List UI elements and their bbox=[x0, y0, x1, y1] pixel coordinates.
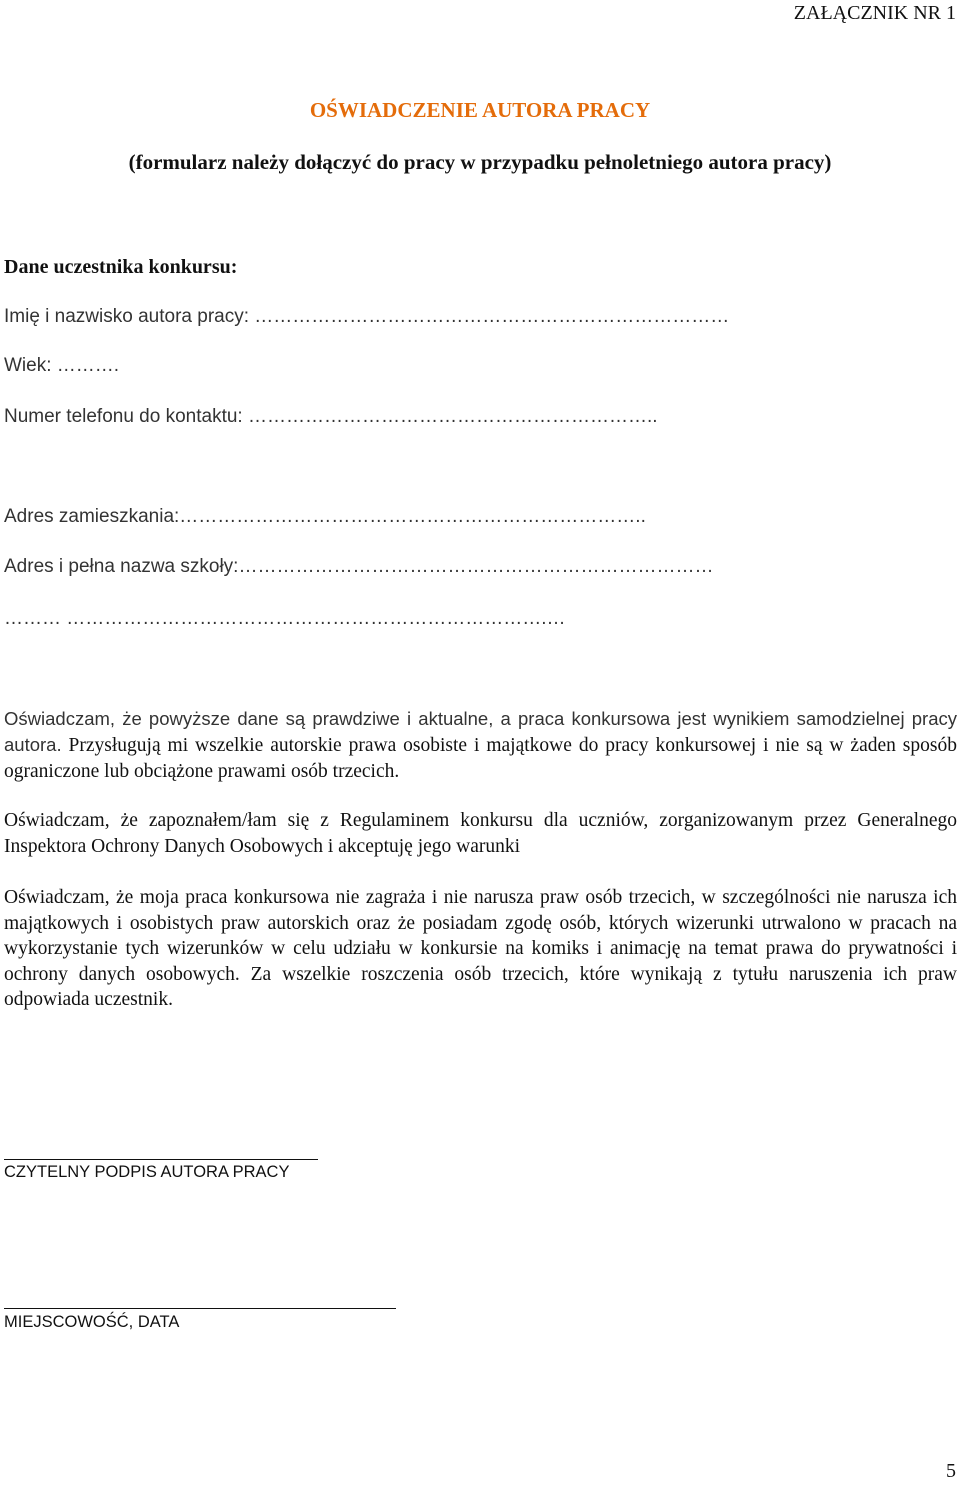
school-field-continuation[interactable] bbox=[4, 608, 566, 630]
phone-field[interactable] bbox=[4, 406, 658, 428]
place-date-line[interactable] bbox=[4, 1308, 396, 1309]
age-label: Wiek: bbox=[4, 355, 52, 376]
name-field[interactable] bbox=[4, 306, 729, 328]
name-dots: ………………………………………………………………… bbox=[249, 306, 730, 327]
age-field[interactable] bbox=[4, 355, 119, 377]
signature-label: CZYTELNY PODPIS AUTORA PRACY bbox=[4, 1163, 290, 1181]
signature-line[interactable] bbox=[4, 1159, 318, 1160]
statement-data-accuracy bbox=[4, 706, 957, 785]
name-label: Imię i nazwisko autora pracy: bbox=[4, 306, 249, 327]
phone-label: Numer telefonu do kontaktu: bbox=[4, 406, 243, 427]
phone-dots: ……………………………………………………….. bbox=[242, 406, 658, 427]
school-field[interactable] bbox=[4, 556, 713, 578]
statement-data-accuracy-part2: Przysługują mi wszelkie autorskie prawa osobiste i majątkowe do pracy konkursowej i nie są w żaden sposób ograniczone lub obciążone prawami osób trzecich. bbox=[4, 734, 957, 782]
statement-third-party-rights: Oświadczam, że moja praca konkursowa nie zagraża i nie narusza praw osób trzecich, w szczególności nie narusza ich majątkowych i osobistych praw autorskich oraz że posiadam zgodę osób, których wizerunki utrwalono w pracach na wykorzystanie tych wizerunków w celu udziału w konkursie na komiks i animację na temat prawa do prywatności i ochrony danych osobowych. Za wszelkie roszczenia osób trzecich, które wynikają z tytułu naruszenia ich praw odpowiada uczestnik. bbox=[4, 887, 957, 1010]
statement-regulations: Oświadczam, że zapoznałem/łam się z Regulaminem konkursu dla uczniów, zorganizowanym przez Generalnego Inspektora Ochrony Danych Osobowych i akceptuję jego warunki bbox=[4, 810, 957, 857]
school-label: Adres i pełna nazwa szkoły: bbox=[4, 556, 239, 577]
annex-label: ZAŁĄCZNIK NR 1 bbox=[793, 2, 956, 24]
address-field[interactable] bbox=[4, 506, 646, 528]
statement-data-accuracy-part1: Oświadczam, że powyższe dane są prawdziwe i aktualne, a praca konkursowa jest wynikiem samodzielnej pracy autora. bbox=[4, 708, 957, 755]
school-dots-line2: ……… ………………………………………………………………….… bbox=[4, 608, 566, 629]
age-dots: ………. bbox=[51, 355, 120, 376]
document-subtitle: (formularz należy dołączyć do pracy w przypadku pełnoletniego autora pracy) bbox=[128, 150, 832, 174]
address-label: Adres zamieszkania: bbox=[4, 506, 180, 527]
place-date-label: MIEJSCOWOŚĆ, DATA bbox=[4, 1313, 180, 1331]
address-dots: ……………………………………………………………….. bbox=[179, 506, 646, 527]
section-title: Dane uczestnika konkursu: bbox=[4, 256, 238, 278]
document-title: OŚWIADCZENIE AUTORA PRACY bbox=[309, 98, 651, 122]
page-number: 5 bbox=[946, 1460, 956, 1482]
school-dots: ………………………………………………………………… bbox=[238, 556, 714, 577]
